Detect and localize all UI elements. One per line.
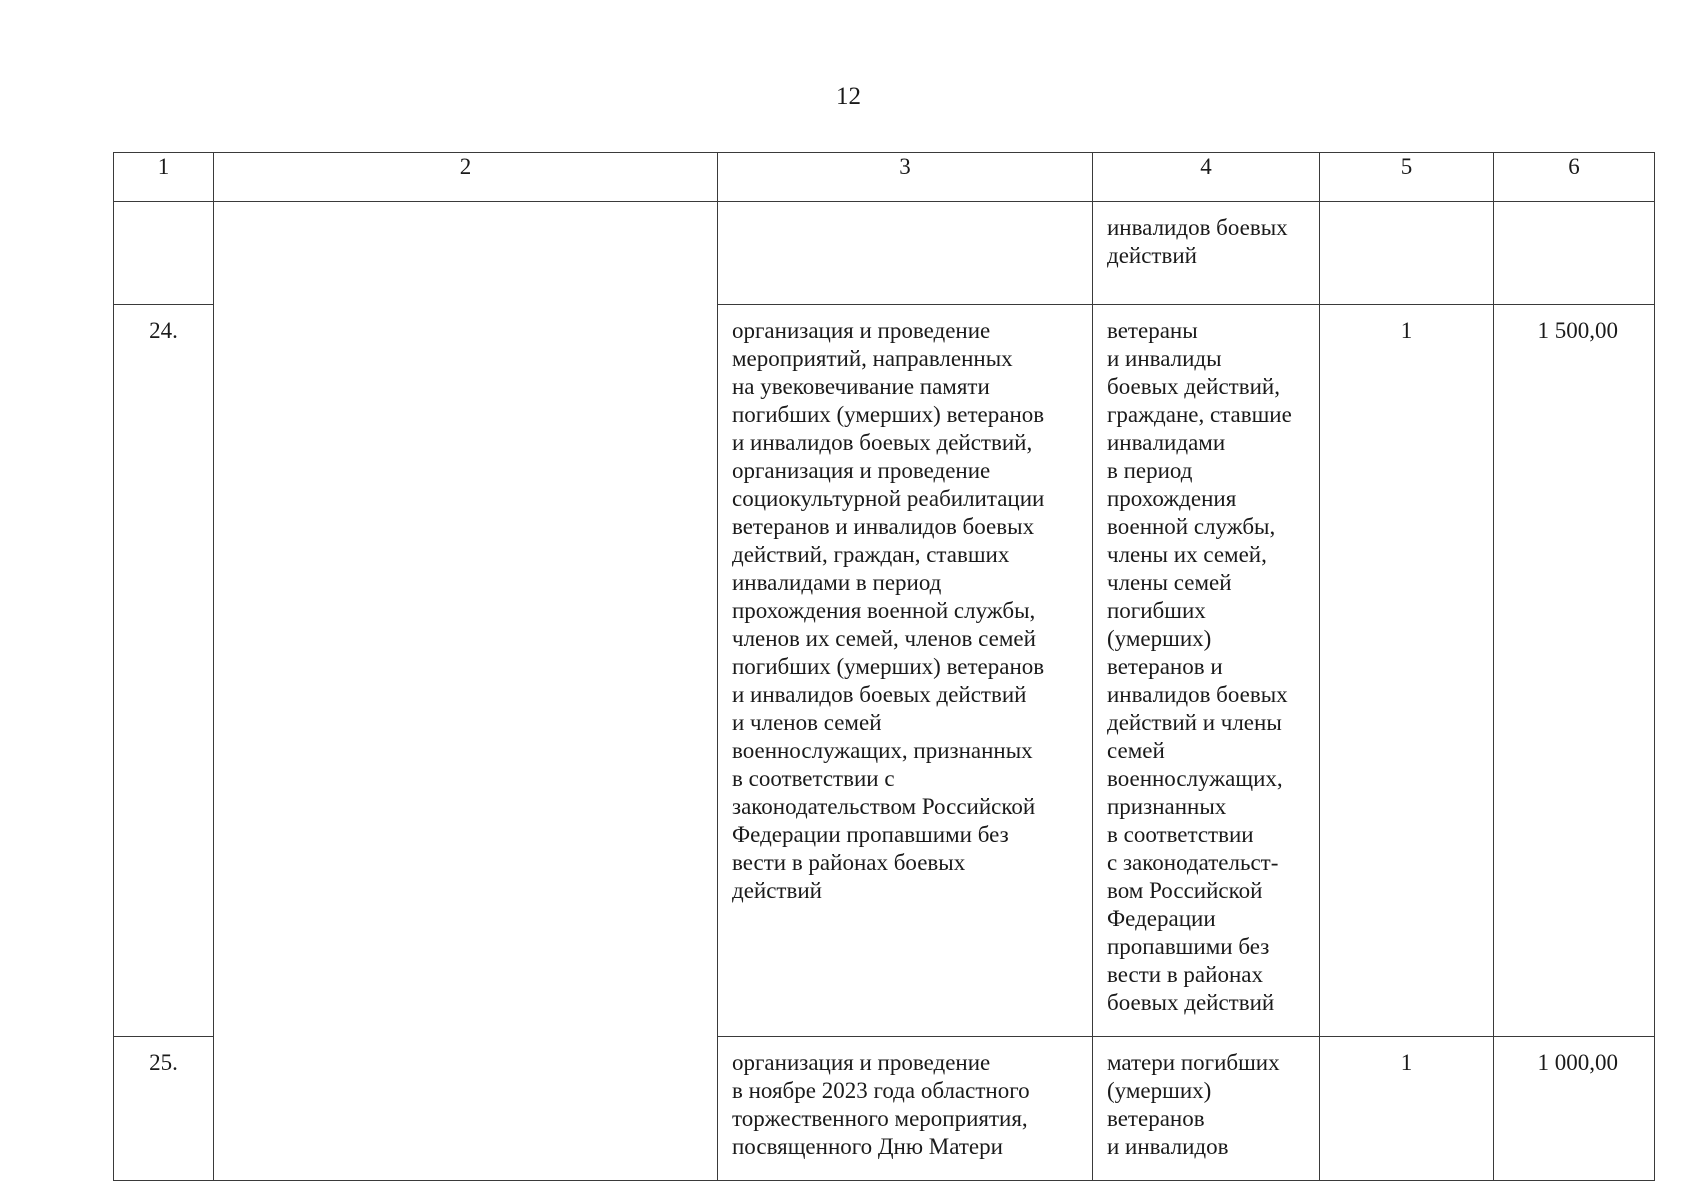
recipients-line: (умерших) <box>1107 626 1212 651</box>
recipients-line: пропавшими без <box>1107 934 1270 959</box>
event-line: в ноябре 2023 года областного <box>732 1078 1030 1103</box>
event-cell <box>718 1037 1093 1181</box>
count-cell: 1 <box>1320 305 1494 1037</box>
recipients-line: граждане, ставшие <box>1107 402 1292 427</box>
recipients-line: прохождения <box>1107 486 1237 511</box>
event-line: ветеранов и инвалидов боевых <box>732 514 1035 539</box>
recipients-line: члены семей <box>1107 570 1232 595</box>
recipients-line: вом Российской <box>1107 878 1263 903</box>
amount-cell: 1 000,00 <box>1494 1037 1655 1181</box>
event-line: организация и проведение <box>732 318 991 343</box>
recipients-cell <box>1093 1037 1320 1181</box>
recipients-line: боевых действий <box>1107 990 1275 1015</box>
table-header-row <box>114 153 1655 202</box>
recipients-cell <box>1093 305 1320 1037</box>
event-line: социокультурной реабилитации <box>732 486 1045 511</box>
recipients-line: действий и члены <box>1107 710 1282 735</box>
recipients-line: и инвалидов <box>1107 1134 1229 1159</box>
recipients-line: погибших <box>1107 598 1206 623</box>
recipients-line: семей <box>1107 738 1165 763</box>
event-line: организация и проведение <box>732 1050 991 1075</box>
event-line: вести в районах боевых <box>732 850 966 875</box>
column-header: 3 <box>718 153 1093 202</box>
event-line: и инвалидов боевых действий <box>732 682 1027 707</box>
event-line: и членов семей <box>732 710 882 735</box>
recipients-cell <box>1093 202 1320 305</box>
event-line: инвалидами в период <box>732 570 942 595</box>
recipients-line: боевых действий, <box>1107 374 1280 399</box>
recipients-line: в соответствии <box>1107 822 1254 847</box>
page-number: 12 <box>836 83 861 110</box>
recipients-line: ветеранов и <box>1107 654 1223 679</box>
event-line: организация и проведение <box>732 458 991 483</box>
column-header: 2 <box>214 153 718 202</box>
event-line: в соответствии с <box>732 766 895 791</box>
count-cell <box>1320 202 1494 305</box>
recipients-line: ветераны <box>1107 318 1198 343</box>
event-line: членов их семей, членов семей <box>732 626 1036 651</box>
event-line: Федерации пропавшими без <box>732 822 1009 847</box>
event-cell <box>718 305 1093 1037</box>
event-line: погибших (умерших) ветеранов <box>732 654 1045 679</box>
recipients-line: члены их семей, <box>1107 542 1267 567</box>
event-line: торжественного мероприятия, <box>732 1106 1028 1131</box>
column-header: 4 <box>1093 153 1320 202</box>
event-line: и инвалидов боевых действий, <box>732 430 1033 455</box>
recipients-line: инвалидов боевых <box>1107 215 1288 240</box>
column-header: 5 <box>1320 153 1494 202</box>
row-number-cell: 25. <box>114 1037 214 1181</box>
event-line: мероприятий, направленных <box>732 346 1013 371</box>
recipients-line: действий <box>1107 243 1197 268</box>
event-line: законодательством Российской <box>732 794 1036 819</box>
recipients-line: в период <box>1107 458 1193 483</box>
amount-cell: 1 500,00 <box>1494 305 1655 1037</box>
recipients-line: ветеранов <box>1107 1106 1205 1131</box>
data-table <box>113 152 1655 1181</box>
recipients-line: матери погибших <box>1107 1050 1280 1075</box>
amount-cell <box>1494 202 1655 305</box>
recipients-line: (умерших) <box>1107 1078 1212 1103</box>
recipients-line: с законодательст- <box>1107 850 1279 875</box>
table-row <box>114 202 1655 305</box>
recipients-line: и инвалиды <box>1107 346 1222 371</box>
column-header: 6 <box>1494 153 1655 202</box>
merged-column-2-cell <box>214 202 718 1181</box>
recipients-line: военнослужащих, <box>1107 766 1283 791</box>
event-line: действий, граждан, ставших <box>732 542 1010 567</box>
recipients-line: инвалидами <box>1107 430 1226 455</box>
event-line: прохождения военной службы, <box>732 598 1036 623</box>
count-cell: 1 <box>1320 1037 1494 1181</box>
recipients-line: военной службы, <box>1107 514 1276 539</box>
event-line: погибших (умерших) ветеранов <box>732 402 1045 427</box>
recipients-line: признанных <box>1107 794 1227 819</box>
row-number-cell <box>114 202 214 305</box>
event-line: посвященного Дню Матери <box>732 1134 1003 1159</box>
event-line: действий <box>732 878 822 903</box>
event-cell <box>718 202 1093 305</box>
recipients-line: вести в районах <box>1107 962 1263 987</box>
event-line: военнослужащих, признанных <box>732 738 1033 763</box>
row-number-cell: 24. <box>114 305 214 1037</box>
recipients-line: инвалидов боевых <box>1107 682 1288 707</box>
column-header: 1 <box>114 153 214 202</box>
recipients-line: Федерации <box>1107 906 1216 931</box>
event-line: на увековечивание памяти <box>732 374 990 399</box>
